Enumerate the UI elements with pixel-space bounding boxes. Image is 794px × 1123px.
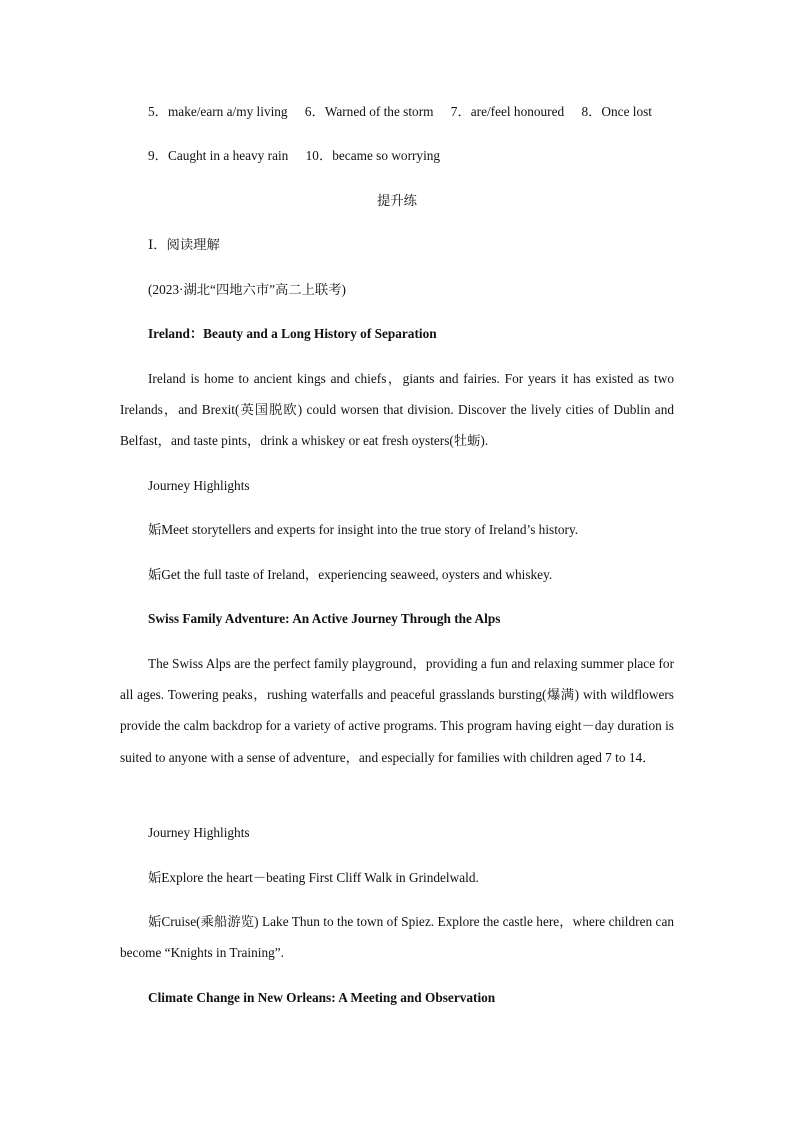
source-note: (2023·湖北“四地六市”高二上联考) — [148, 282, 346, 297]
answer-row-1 — [148, 103, 666, 121]
answer-8: 8．Once lost — [581, 104, 653, 119]
ireland-highlights-label: Journey Highlights — [148, 478, 250, 493]
ireland-title: Ireland：Beauty and a Long History of Separation — [148, 326, 437, 341]
ireland-highlight-2: 姤Get the full taste of Ireland，experiencing seaweed, oysters and whiskey. — [148, 567, 553, 582]
ireland-body: Ireland is home to ancient kings and chiefs，giants and fairies. For years it has existed as two Irelands，and Brexit(英国脱欧) could worsen that division. Discover the lively cities of Dublin and Belfast，and taste pints，drink a whiskey or eat fresh oysters(牡蛎). — [120, 371, 674, 449]
answer-5: 5．make/earn a/my living — [148, 104, 288, 119]
answer-row-2 — [148, 147, 454, 165]
answer-6: 6．Warned of the storm — [304, 104, 434, 119]
swiss-body: The Swiss Alps are the perfect family playground，providing a fun and relaxing summer place for all ages. Towering peaks，rushing waterfalls and peaceful grasslands bursting(爆满) with wildflowers provide the calm backdrop for a variety of active programs. This program having eight－day duration is suited to anyone with a sense of adventure，and especially for families with children aged 7 to 14． — [120, 656, 674, 765]
ireland-highlight-1: 姤Meet storytellers and experts for insight into the true story of Ireland’s history. — [148, 522, 579, 537]
swiss-highlight-1: 姤Explore the heart－beating First Cliff Walk in Grindelwald. — [148, 870, 479, 885]
swiss-highlights-label: Journey Highlights — [148, 825, 250, 840]
part-label: Ⅰ．阅读理解 — [148, 237, 220, 252]
climate-title: Climate Change in New Orleans: A Meeting and Observation — [148, 990, 496, 1005]
answer-10: 10．became so worrying — [305, 148, 441, 163]
answer-9: 9．Caught in a heavy rain — [148, 148, 289, 163]
answer-7: 7．are/feel honoured — [450, 104, 565, 119]
swiss-highlight-2: 姤Cruise(乘船游览) Lake Thun to the town of Spiez. Explore the castle here，where children can become “Knights in Training”. — [120, 914, 674, 961]
section-title: 提升练 — [377, 193, 417, 208]
swiss-title: Swiss Family Adventure: An Active Journey Through the Alps — [148, 611, 501, 626]
